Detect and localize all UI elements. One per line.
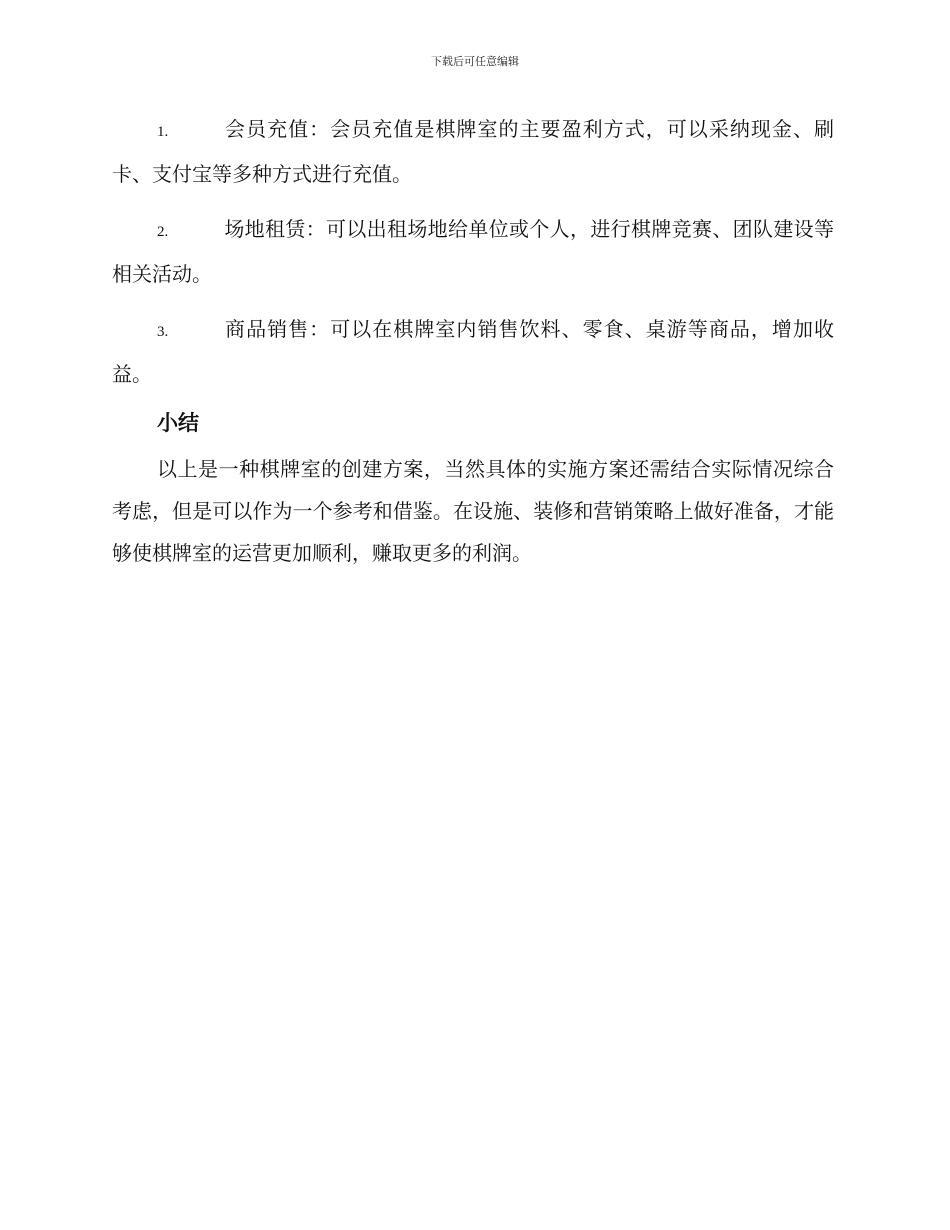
header-note: 下载后可任意编辑 <box>431 55 519 68</box>
list-item <box>112 108 834 195</box>
summary-heading: 小结 <box>157 411 199 435</box>
list-item-number: 3. <box>157 324 169 340</box>
list-item-number: 1. <box>157 124 169 140</box>
list-item-number: 2. <box>157 224 169 240</box>
list-item <box>112 208 834 295</box>
document-body <box>112 108 834 574</box>
list-item-text: 会员充值：会员充值是棋牌室的主要盈利方式，可以采纳现金、刷卡、支付宝等多种方式进行充值。 <box>112 117 834 186</box>
summary-paragraph: 以上是一种棋牌室的创建方案，当然具体的实施方案还需结合实际情况综合考虑，但是可以作为一个参考和借鉴。在设施、装修和营销策略上做好准备，才能够使棋牌室的运营更加顺利，赚取更多的利润。 <box>112 457 834 565</box>
list-item-text: 场地租赁：可以出租场地给单位或个人，进行棋牌竞赛、团队建设等相关活动。 <box>112 217 834 286</box>
list-item-text: 商品销售：可以在棋牌室内销售饮料、零食、桌游等商品，增加收益。 <box>112 317 834 386</box>
list-item <box>112 308 834 395</box>
